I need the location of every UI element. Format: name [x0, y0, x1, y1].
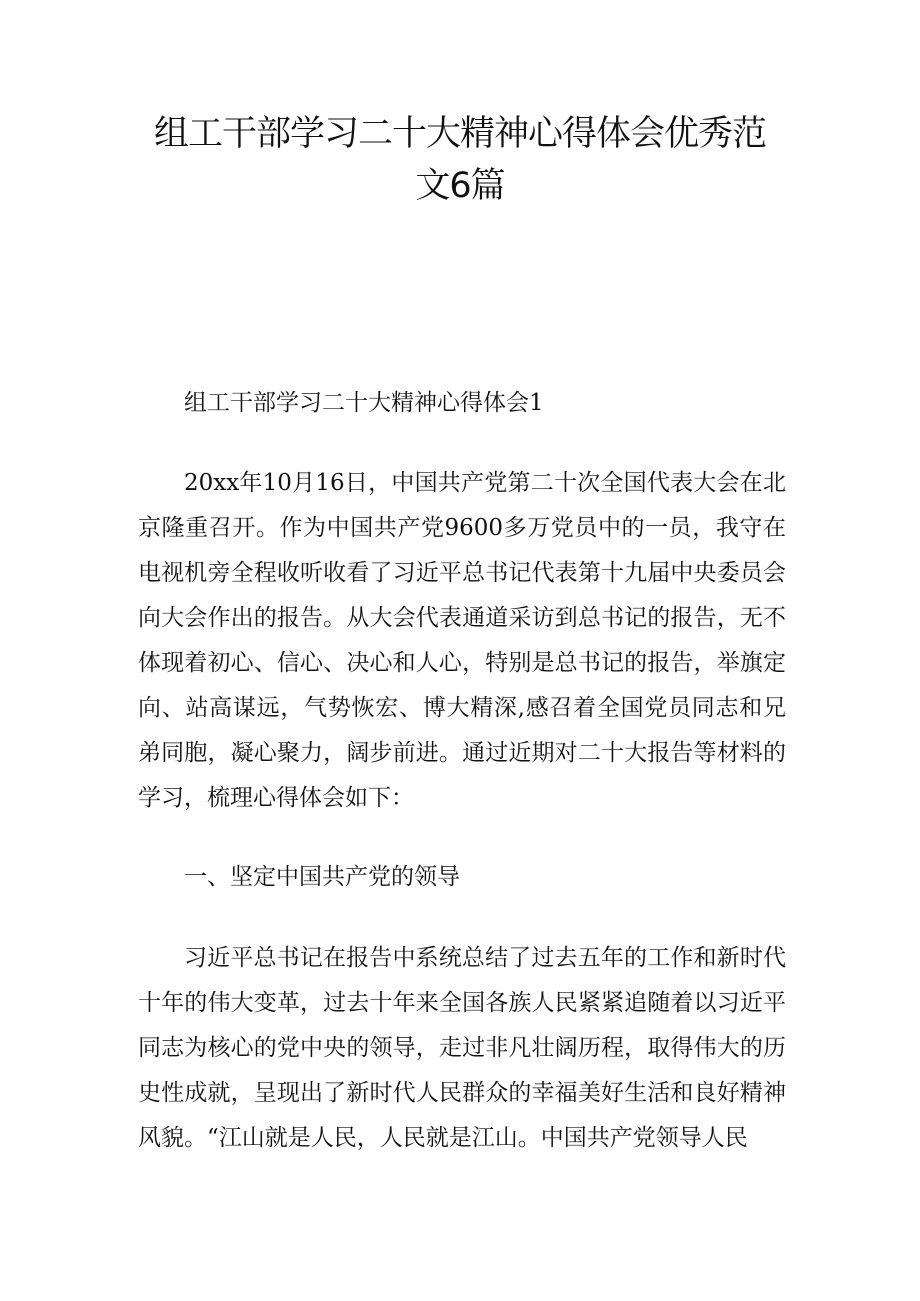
- paragraph-leadership: 习近平总书记在报告中系统总结了过去五年的工作和新时代十年的伟大变革，过去十年来全国各族人民紧紧追随着以习近平同志为核心的党中央的领导，走过非凡壮阔历程，取得伟大的历史性成就，呈现出了新时代人民群众的幸福美好生活和良好精神风貌。“江山就是人民，人民就是江山。中国共产党领导人民: [138, 945, 786, 1151]
- section-heading: 组工干部学习二十大精神心得体会1: [184, 390, 544, 416]
- subheading-party-leadership: 一、坚定中国共产党的领导: [184, 864, 460, 890]
- document-title-line-1: 组工干部学习二十大精神心得体会优秀范: [153, 114, 766, 154]
- paragraph-intro: 20xx年10月16日，中国共产党第二十次全国代表大会在北京隆重召开。作为中国共产党9600多万党员中的一员，我守在电视机旁全程收听收看了习近平总书记代表第十九届中央委员会向大会作出的报告。从大会代表通道采访到总书记的报告，无不体现着初心、信心、决心和人心，特别是总书记的报告，举旗定向、站高谋远，气势恢宏、博大精深,感召着全国党员同志和兄弟同胞，凝心聚力，阔步前进。通过近期对二十大报告等材料的学习，梳理心得体会如下：: [138, 470, 786, 811]
- document-title-line-2: 文6篇: [415, 166, 505, 206]
